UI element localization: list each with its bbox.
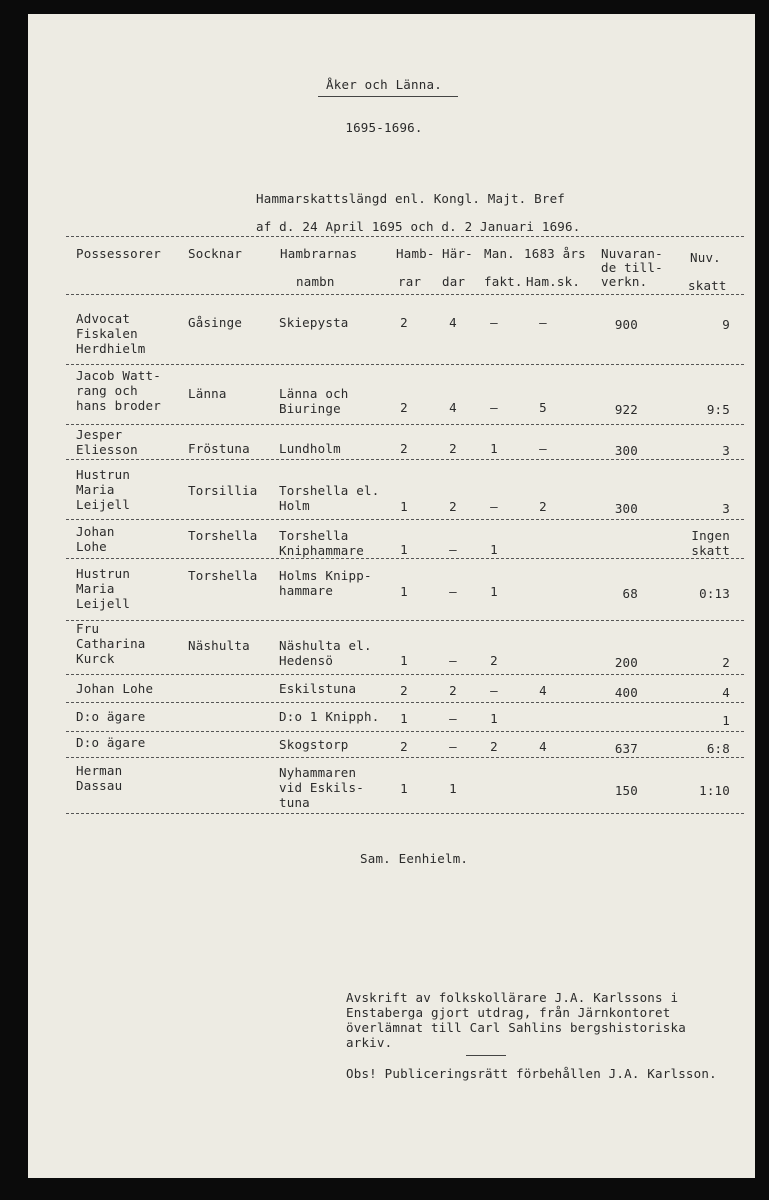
header-hamb-2: rar	[398, 274, 422, 289]
table-rule-top	[66, 236, 744, 237]
cell-man: –	[490, 499, 498, 514]
cell-hammare: Torshella el. Holm	[279, 483, 380, 513]
cell-hamb: 1	[400, 499, 408, 514]
cell-verk: 150	[614, 783, 638, 798]
cell-socken: Gåsinge	[188, 315, 243, 330]
cell-hammare: Holms Knipp- hammare	[279, 568, 372, 598]
cell-har: –	[449, 653, 457, 668]
cell-possessor: Fru Catharina Kurck	[76, 621, 146, 666]
cell-possessor: Jesper Eliesson	[76, 427, 138, 457]
cell-verk: 400	[614, 685, 638, 700]
cell-possessor: D:o ägare	[76, 735, 146, 750]
header-man: Man.	[484, 246, 515, 261]
cell-hammare: Skiepysta	[279, 315, 349, 330]
cell-skatt: 2	[722, 655, 730, 670]
cell-skatt: 4	[722, 685, 730, 700]
cell-hamb: 2	[400, 683, 408, 698]
header-nuv-verk-2: de till-	[601, 260, 663, 275]
cell-har: 2	[449, 499, 457, 514]
cell-hammare: Länna och Biuringe	[279, 386, 349, 416]
cell-possessor: D:o ägare	[76, 709, 146, 724]
cell-ars: 4	[539, 683, 547, 698]
header-nuv-verk-3: verkn.	[601, 274, 648, 289]
cell-man: 1	[490, 542, 498, 557]
header-ars: 1683 års	[524, 246, 586, 261]
cell-socken: Näshulta	[188, 638, 250, 653]
table-rule-header	[66, 294, 744, 295]
cell-har: –	[449, 584, 457, 599]
cell-skatt: 6:8	[706, 741, 730, 756]
rights-note: Obs! Publiceringsrätt förbehållen J.A. Karlsson.	[346, 1066, 717, 1081]
cell-har: 4	[449, 315, 457, 330]
row-separator	[66, 731, 744, 732]
header-hambrarnas: Hambrarnas	[280, 246, 358, 261]
cell-verk: 300	[614, 501, 638, 516]
cell-socken: Torsillia	[188, 483, 258, 498]
header-ars-2: Ham.sk.	[526, 274, 581, 289]
document-subtitle-line1: Hammarskattslängd enl. Kongl. Majt. Bref	[256, 191, 566, 206]
cell-hamb: 1	[400, 653, 408, 668]
cell-har: 2	[449, 683, 457, 698]
cell-socken: Torshella	[188, 528, 258, 543]
cell-skatt: 9:5	[706, 402, 730, 417]
row-separator	[66, 757, 744, 758]
cell-hamb: 2	[400, 739, 408, 754]
cell-possessor: Herman Dassau	[76, 763, 123, 793]
cell-ars: 2	[539, 499, 547, 514]
cell-har: –	[449, 711, 457, 726]
cell-verk: 900	[614, 317, 638, 332]
header-possessorer: Possessorer	[76, 246, 161, 261]
cell-possessor: Johan Lohe	[76, 524, 115, 554]
row-separator	[66, 558, 744, 559]
cell-ars: –	[539, 315, 547, 330]
cell-skatt: 0:13	[699, 586, 730, 601]
row-separator	[66, 702, 744, 703]
row-separator	[66, 674, 744, 675]
cell-man: –	[490, 315, 498, 330]
header-har-2: dar	[442, 274, 466, 289]
cell-skatt: 1:10	[699, 783, 730, 798]
cell-possessor: Johan Lohe	[76, 681, 154, 696]
cell-hamb: 2	[400, 441, 408, 456]
cell-socken: Länna	[188, 386, 227, 401]
cell-har: 1	[449, 781, 457, 796]
header-hamb: Hamb-	[396, 246, 435, 261]
cell-skatt: Ingen skatt	[691, 528, 730, 558]
cell-verk: 300	[614, 443, 638, 458]
cell-hamb: 1	[400, 584, 408, 599]
header-nuv-skatt: Nuv.	[690, 250, 721, 265]
cell-skatt: 3	[722, 501, 730, 516]
cell-possessor: Advocat Fiskalen Herdhielm	[76, 311, 146, 356]
cell-man: 1	[490, 441, 498, 456]
row-separator	[66, 519, 744, 520]
cell-hamb: 2	[400, 315, 408, 330]
row-separator	[66, 424, 744, 425]
cell-hammare: Skogstorp	[279, 737, 349, 752]
cell-har: –	[449, 739, 457, 754]
cell-skatt: 1	[722, 713, 730, 728]
cell-man: 2	[490, 739, 498, 754]
header-socknar: Socknar	[188, 246, 243, 261]
document-title: Åker och Länna.	[326, 77, 442, 92]
cell-hammare: D:o 1 Knipph.	[279, 709, 380, 724]
cell-ars: 5	[539, 400, 547, 415]
header-hambrarnas-2: nambn	[296, 274, 335, 289]
cell-verk: 68	[622, 586, 638, 601]
transcription-note: Avskrift av folkskollärare J.A. Karlssons i Enstaberga gjort utdrag, från Järnkontoret överlämnat till Carl Sahlins bergshistoriska arkiv.	[346, 990, 686, 1050]
cell-hamb: 2	[400, 400, 408, 415]
cell-hammare: Näshulta el. Hedensö	[279, 638, 372, 668]
cell-skatt: 9	[722, 317, 730, 332]
cell-verk: 637	[614, 741, 638, 756]
cell-man: 1	[490, 711, 498, 726]
cell-socken: Fröstuna	[188, 441, 250, 456]
cell-har: 2	[449, 441, 457, 456]
note-divider	[466, 1055, 506, 1056]
cell-har: –	[449, 542, 457, 557]
cell-possessor: Hustrun Maria Leijell	[76, 467, 131, 512]
header-man-2: fakt.	[484, 274, 523, 289]
header-nuv-verk: Nuvaran-	[601, 246, 663, 261]
signature: Sam. Eenhielm.	[360, 851, 469, 866]
cell-socken: Torshella	[188, 568, 258, 583]
cell-man: 2	[490, 653, 498, 668]
cell-verk: 922	[614, 402, 638, 417]
cell-hamb: 1	[400, 711, 408, 726]
cell-hamb: 1	[400, 781, 408, 796]
document-subtitle-line2: af d. 24 April 1695 och d. 2 Januari 1696.	[256, 219, 581, 234]
cell-hamb: 1	[400, 542, 408, 557]
cell-ars: –	[539, 441, 547, 456]
cell-hammare: Lundholm	[279, 441, 341, 456]
header-nuv-skatt-2: skatt	[688, 278, 727, 293]
cell-man: –	[490, 683, 498, 698]
cell-verk: 200	[614, 655, 638, 670]
document-years: 1695-1696.	[345, 120, 423, 135]
title-underline	[318, 96, 458, 97]
cell-hammare: Torshella Kniphammare	[279, 528, 364, 558]
cell-skatt: 3	[722, 443, 730, 458]
cell-possessor: Jacob Watt- rang och hans broder	[76, 368, 161, 413]
header-har: Här-	[442, 246, 473, 261]
cell-har: 4	[449, 400, 457, 415]
row-separator	[66, 364, 744, 365]
cell-hammare: Nyhammaren vid Eskils- tuna	[279, 765, 364, 810]
row-separator	[66, 620, 744, 621]
row-separator	[66, 459, 744, 460]
cell-hammare: Eskilstuna	[279, 681, 357, 696]
cell-man: 1	[490, 584, 498, 599]
row-separator	[66, 813, 744, 814]
cell-possessor: Hustrun Maria Leijell	[76, 566, 131, 611]
cell-ars: 4	[539, 739, 547, 754]
cell-man: –	[490, 400, 498, 415]
